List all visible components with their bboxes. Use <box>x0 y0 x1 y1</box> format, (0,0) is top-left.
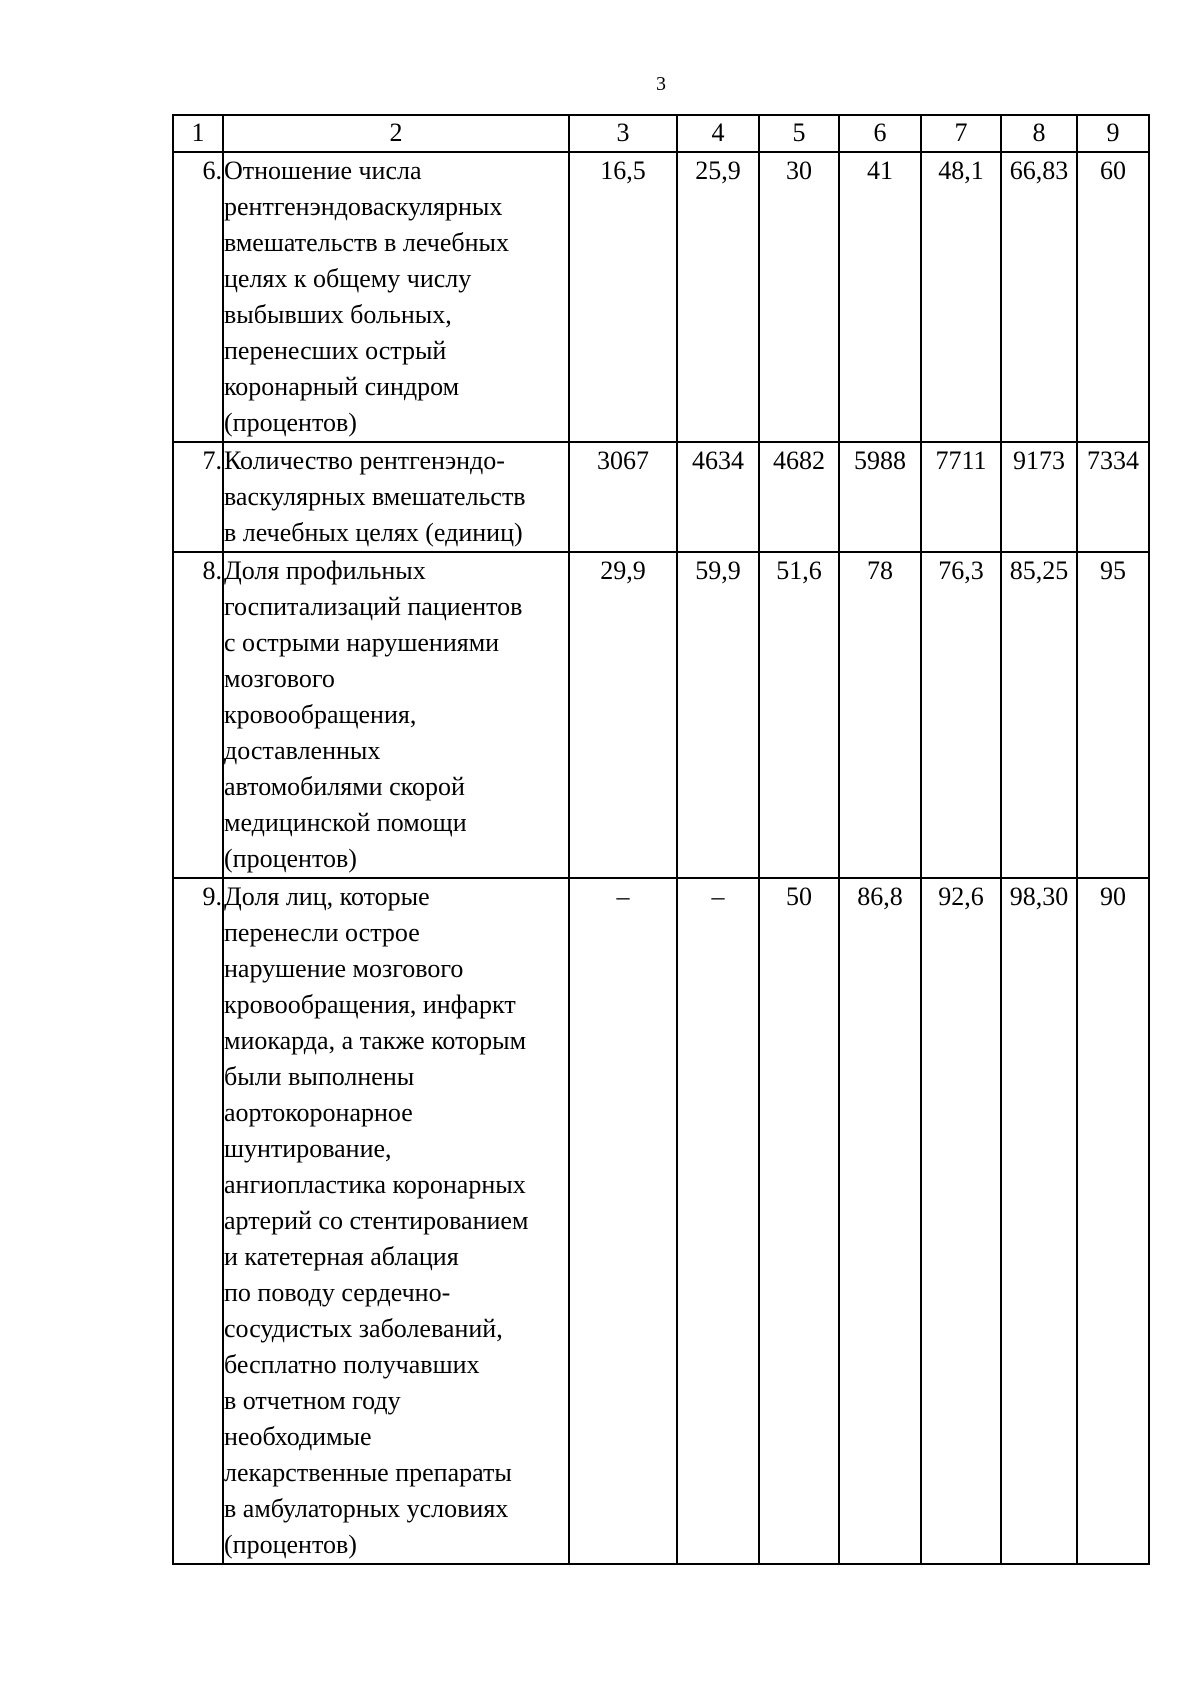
indicator-name-line: бесплатно получавших <box>224 1350 480 1379</box>
indicator-name-line: (процентов) <box>224 844 357 873</box>
indicator-name-line: целях к общему числу <box>224 264 472 293</box>
value-cell: 30 <box>759 152 839 442</box>
indicator-name-line: выбывших больных, <box>224 300 452 329</box>
indicator-name <box>223 152 569 442</box>
indicator-name <box>223 552 569 878</box>
value-cell: 16,5 <box>569 152 677 442</box>
indicator-name-line: (процентов) <box>224 408 357 437</box>
indicator-name-line: автомобилями скорой <box>224 772 465 801</box>
row-index: 6. <box>173 152 223 442</box>
page-number: 3 <box>656 73 666 95</box>
value-cell: 78 <box>839 552 921 878</box>
table-row <box>173 442 1149 552</box>
indicator-name-line: кровообращения, инфаркт <box>224 990 516 1019</box>
indicator-name-line: медицинской помощи <box>224 808 467 837</box>
indicator-name-line: (процентов) <box>224 1530 357 1559</box>
header-row <box>173 115 1149 152</box>
table-row <box>173 552 1149 878</box>
table-row <box>173 878 1149 1564</box>
indicator-name-line: лекарственные препараты <box>224 1458 512 1487</box>
indicator-name <box>223 442 569 552</box>
value-cell: 98,30 <box>1001 878 1077 1564</box>
value-cell: 50 <box>759 878 839 1564</box>
indicator-name-line: необходимые <box>224 1422 372 1451</box>
column-header: 1 <box>173 115 223 152</box>
indicator-name-line: васкулярных вмешательств <box>224 482 526 511</box>
column-header: 3 <box>569 115 677 152</box>
value-cell: 48,1 <box>921 152 1001 442</box>
value-cell: – <box>677 878 759 1564</box>
column-header: 8 <box>1001 115 1077 152</box>
value-cell: 51,6 <box>759 552 839 878</box>
column-header: 4 <box>677 115 759 152</box>
indicator-name-line: и катетерная аблация <box>224 1242 459 1271</box>
indicator-name-line: в лечебных целях (единиц) <box>224 518 523 547</box>
indicator-name-line: перенесли острое <box>224 918 420 947</box>
value-cell: 90 <box>1077 878 1149 1564</box>
indicator-name-line: доставленных <box>224 736 381 765</box>
value-cell: 9173 <box>1001 442 1077 552</box>
column-header: 6 <box>839 115 921 152</box>
column-header: 2 <box>223 115 569 152</box>
indicator-name-line: в отчетном году <box>224 1386 401 1415</box>
indicator-name-line: мозгового <box>224 664 335 693</box>
indicator-name-line: коронарный синдром <box>224 372 460 401</box>
indicator-name-line: Количество рентгенэндо- <box>224 446 505 475</box>
indicator-name-line: в амбулаторных условиях <box>224 1494 509 1523</box>
indicator-name-line: артерий со стентированием <box>224 1206 529 1235</box>
value-cell: 60 <box>1077 152 1149 442</box>
value-cell: 92,6 <box>921 878 1001 1564</box>
indicator-name-line: ангиопластика коронарных <box>224 1170 526 1199</box>
indicator-name-line: аортокоронарное <box>224 1098 413 1127</box>
indicator-name-line: кровообращения, <box>224 700 417 729</box>
value-cell: 4634 <box>677 442 759 552</box>
value-cell: – <box>569 878 677 1564</box>
value-cell: 86,8 <box>839 878 921 1564</box>
value-cell: 41 <box>839 152 921 442</box>
row-index: 9. <box>173 878 223 1564</box>
indicator-name-line: миокарда, а также которым <box>224 1026 527 1055</box>
indicator-name-line: перенесших острый <box>224 336 447 365</box>
indicator-name-line: сосудистых заболеваний, <box>224 1314 503 1343</box>
value-cell: 7711 <box>921 442 1001 552</box>
value-cell: 85,25 <box>1001 552 1077 878</box>
value-cell: 5988 <box>839 442 921 552</box>
indicator-name-line: Доля лиц, которые <box>224 882 430 911</box>
value-cell: 59,9 <box>677 552 759 878</box>
value-cell: 7334 <box>1077 442 1149 552</box>
value-cell: 29,9 <box>569 552 677 878</box>
indicator-name-line: Отношение числа <box>224 156 422 185</box>
value-cell: 66,83 <box>1001 152 1077 442</box>
row-index: 8. <box>173 552 223 878</box>
table-row <box>173 152 1149 442</box>
indicator-name-line: были выполнены <box>224 1062 415 1091</box>
indicator-name-line: с острыми нарушениями <box>224 628 500 657</box>
indicator-name-line: рентгенэндоваскулярных <box>224 192 503 221</box>
indicator-name <box>223 878 569 1564</box>
column-header: 7 <box>921 115 1001 152</box>
indicator-name-line: госпитализаций пациентов <box>224 592 523 621</box>
indicator-name-line: Доля профильных <box>224 556 426 585</box>
row-index: 7. <box>173 442 223 552</box>
indicators-table <box>172 114 1150 1565</box>
indicator-name-line: вмешательств в лечебных <box>224 228 509 257</box>
value-cell: 4682 <box>759 442 839 552</box>
indicator-name-line: шунтирование, <box>224 1134 392 1163</box>
value-cell: 3067 <box>569 442 677 552</box>
value-cell: 25,9 <box>677 152 759 442</box>
column-header: 5 <box>759 115 839 152</box>
column-header: 9 <box>1077 115 1149 152</box>
indicator-name-line: по поводу сердечно- <box>224 1278 451 1307</box>
indicator-name-line: нарушение мозгового <box>224 954 464 983</box>
value-cell: 76,3 <box>921 552 1001 878</box>
value-cell: 95 <box>1077 552 1149 878</box>
table-body <box>173 152 1149 1564</box>
